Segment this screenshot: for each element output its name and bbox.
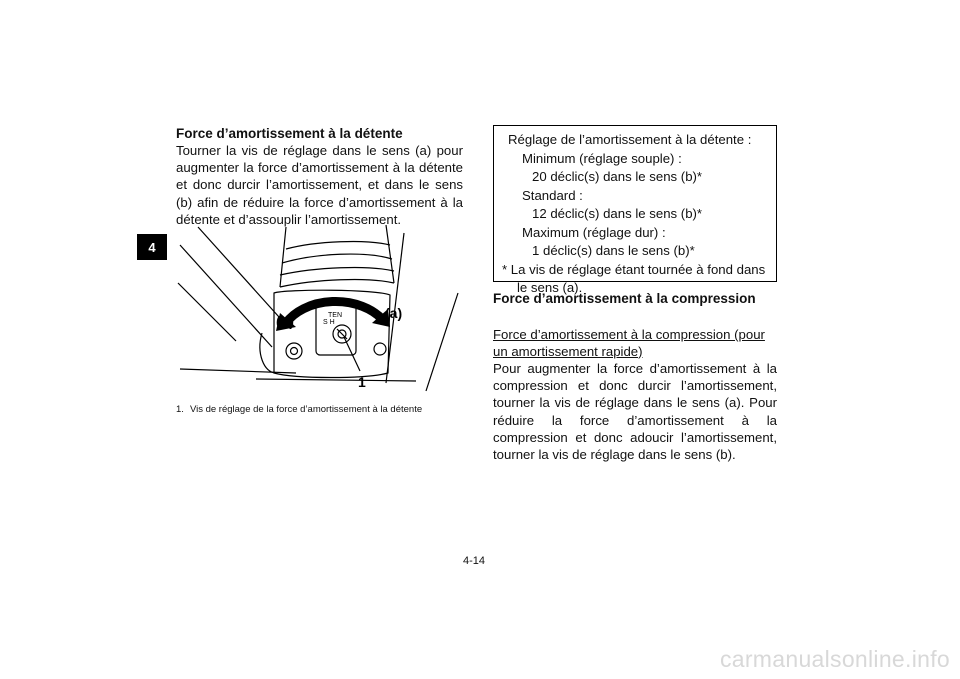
spec-minimum-label: Minimum (réglage souple) :: [522, 150, 682, 166]
knob-label-bottom: S H: [323, 319, 335, 326]
compression-paragraph: Pour augmenter la force d’amortissement à la compression et donc durcir l’amortissement, tourner la vis de réglage dans le sens (a). Pour réduire la force d’amortissement à la compression et donc adoucir l’amortissement, tourner la vis de réglage dans le sens (b).: [493, 361, 777, 463]
spec-title: Réglage de l’amortissement à la détente :: [508, 132, 752, 147]
spec-note-line2: le sens (a).: [517, 280, 583, 295]
rebound-paragraph: Tourner la vis de réglage dans le sens (a) pour augmenter la force d’amortissement à la détente et donc durcir l’amortissement, et dans le sens (b) afin de réduire la force d’amortissement à la détente et d’assouplir l’amortissement.: [176, 143, 463, 227]
compression-subheading: Force d’amortissement à la compression (pour un amortissement rapide): [493, 327, 765, 359]
shock-absorber-illustration: [176, 223, 463, 393]
page-number: 4-14: [463, 555, 486, 567]
section-heading-rebound: Force d’amortissement à la détente: [176, 126, 403, 141]
figure-caption: [176, 404, 422, 415]
spec-standard-label: Standard :: [522, 187, 583, 203]
spec-maximum-label: Maximum (réglage dur) :: [522, 224, 666, 240]
caption-text: Vis de réglage de la force d’amortissement à la détente: [189, 404, 423, 415]
right-column: [493, 290, 777, 463]
chapter-tab: 4: [137, 234, 167, 260]
knob-label-top: TEN: [328, 312, 342, 319]
spec-maximum-value: 1 déclic(s) dans le sens (b)*: [532, 243, 695, 258]
spec-minimum-value: 20 déclic(s) dans le sens (b)*: [532, 169, 703, 184]
left-column: [176, 125, 463, 228]
spec-note-line1: * La vis de réglage étant tournée à fond dans: [502, 261, 766, 277]
caption-number: 1.: [176, 404, 184, 415]
spec-standard-value: 12 déclic(s) dans le sens (b)*: [532, 206, 703, 221]
spec-box: [493, 125, 777, 295]
section-heading-compression: Force d’amortissement à la compression: [493, 291, 756, 306]
direction-label-a: (a): [385, 305, 403, 321]
direction-label-b: (b): [276, 313, 294, 329]
callout-number: 1: [358, 374, 366, 390]
watermark: carmanualsonline.info: [719, 646, 950, 672]
